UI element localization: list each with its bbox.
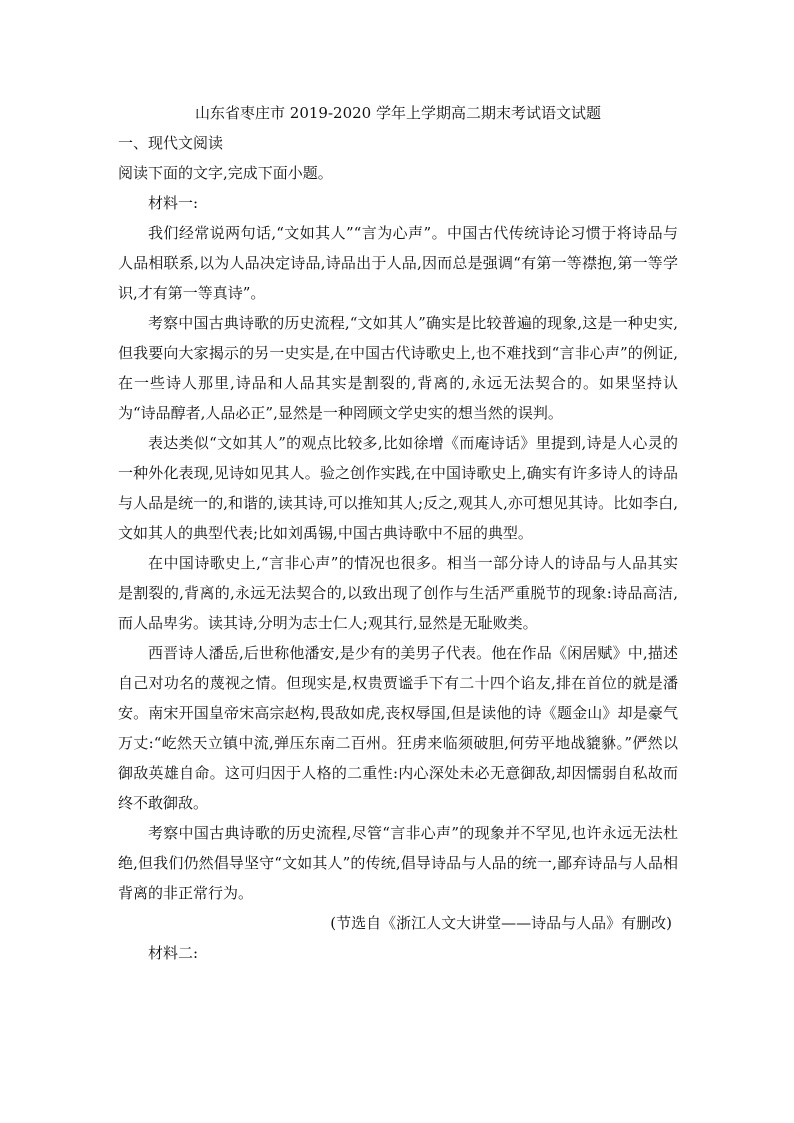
instruction-text: 阅读下面的文字,完成下面小题。 — [118, 164, 333, 182]
document-title: 山东省枣庄市 2019-2020 学年上学期高二期末考试语文试题 — [195, 104, 601, 122]
section-heading: 一、现代文阅读 — [118, 134, 224, 152]
document-body — [118, 98, 678, 968]
paragraph: 考察中国古典诗歌的历史流程,尽管“言非心声”的现象并不罕见,也许永远无法杜绝,但我们仍然倡导坚守“文如其人”的传统,倡导诗品与人品的统一,鄙弃诗品与人品相背离的非正常行为。 — [118, 824, 678, 902]
paragraph: 西晋诗人潘岳,后世称他潘安,是少有的美男子代表。他在作品《闲居赋》中,描述自己对功名的蔑视之情。但现实是,权贵贾谧手下有二十四个谄友,排在首位的就是潘安。南宋开国皇帝宋高宗赵构,畏敌如虎,丧权辱国,但是读他的诗《题金山》却是豪气万丈:“屹然天立镇中流,弹压东南二百州。狂虏来临须破胆,何劳平地战貔貅。”俨然以御敌英雄自命。这可归因于人格的二重性:内心深处未必无意御敌,却因懦弱自私故而终不敢御敌。 — [118, 644, 678, 812]
paragraph: 我们经常说两句话,“文如其人”“言为心声”。中国古代传统诗论习惯于将诗品与人品相联系,以为人品决定诗品,诗品出于人品,因而总是强调“有第一等襟抱,第一等学识,才有第一等真诗”。 — [118, 224, 678, 302]
paragraph: 表达类似“文如其人”的观点比较多,比如徐增《而庵诗话》里提到,诗是人心灵的一种外化表现,见诗如见其人。验之创作实践,在中国诗歌史上,确实有许多诗人的诗品与人品是统一的,和谐的,读其诗,可以推知其人;反之,观其人,亦可想见其诗。比如李白,文如其人的典型代表;比如刘禹锡,中国古典诗歌中不屈的典型。 — [118, 434, 678, 542]
paragraph: 在中国诗歌史上,“言非心声”的情况也很多。相当一部分诗人的诗品与人品其实是割裂的,背离的,永远无法契合的,以致出现了创作与生活严重脱节的现象:诗品高洁,而人品卑劣。读其诗,分明为志士仁人;观其行,显然是无耻败类。 — [118, 554, 678, 632]
source-note: (节选自《浙江人文大讲堂——诗品与人品》有删改) — [330, 914, 672, 932]
paragraph: 考察中国古典诗歌的历史流程,“文如其人”确实是比较普遍的现象,这是一种史实,但我要向大家揭示的另一史实是,在中国古代诗歌史上,也不难找到“言非心声”的例证,在一些诗人那里,诗品和人品其实是割裂的,背离的,永远无法契合的。如果坚持认为“诗品醇者,人品必正”,显然是一种罔顾文学史实的想当然的误判。 — [118, 314, 678, 422]
material-one-label: 材料一: — [148, 194, 199, 212]
material-two-label: 材料二: — [148, 944, 199, 962]
